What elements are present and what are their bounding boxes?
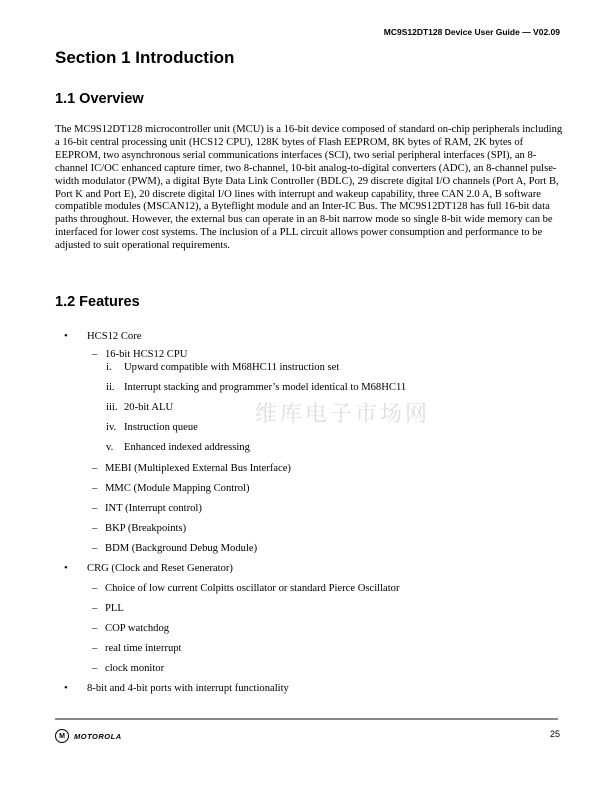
list-marker: iv. xyxy=(106,422,117,433)
overview-heading: 1.1 Overview xyxy=(55,91,144,107)
list-marker: – xyxy=(92,463,98,474)
list-item: PLL xyxy=(105,603,124,614)
list-item: BKP (Breakpoints) xyxy=(105,523,187,534)
list-item: INT (Interrupt control) xyxy=(105,503,202,514)
list-item: clock monitor xyxy=(105,663,165,674)
features-heading: 1.2 Features xyxy=(55,294,140,310)
list-item: COP watchdog xyxy=(105,623,170,634)
list-item: 16-bit HCS12 CPU xyxy=(105,349,188,360)
list-item: real time interrupt xyxy=(105,643,182,654)
list-marker: – xyxy=(92,543,98,554)
logo-text: MOTOROLA xyxy=(74,731,122,741)
list-marker: • xyxy=(64,683,68,694)
watermark: 维库电子市场网 xyxy=(255,402,431,427)
list-item: BDM (Background Debug Module) xyxy=(105,543,258,554)
page-number: 25 xyxy=(549,729,560,739)
list-item: CRG (Clock and Reset Generator) xyxy=(87,563,233,574)
list-item: Upward compatible with M68HC11 instruction set xyxy=(124,362,340,373)
list-marker: – xyxy=(92,483,98,494)
list-item: Choice of low current Colpitts oscillator or standard Pierce Oscillator xyxy=(105,583,400,594)
list-marker: – xyxy=(92,523,98,534)
list-item: MEBI (Multiplexed External Bus Interface) xyxy=(105,463,291,474)
list-marker: – xyxy=(92,583,98,594)
list-item: MMC (Module Mapping Control) xyxy=(105,483,250,494)
running-header: MC9S12DT128 Device User Guide — V02.09 xyxy=(383,27,560,37)
list-marker: • xyxy=(64,331,68,342)
list-marker: ii. xyxy=(106,382,115,393)
list-marker: – xyxy=(92,349,98,360)
list-marker: iii. xyxy=(106,402,118,413)
overview-paragraph: The MC9S12DT128 microcontroller unit (MCU) is a 16-bit device composed of standard on-chip peripherals including a 16-bit central processing unit (HCS12 CPU), 128K bytes of Flash EEPROM, 8K bytes of RAM, 2K bytes of EEPROM, two asynchronous serial communications interfaces (SCI), two serial peripheral interfaces (SPI), an 8-channel IC/OC enhanced capture timer, two 8-channel, 10-bit analog-to-digital converters (ADC), an 8-channel pulse-width modulator (PWM), a digital Byte Data Link Controller (BDLC), 29 discrete digital I/O channels (Port A, Port B, Port K and Port E), 20 discrete digital I/O lines with interrupt and wakeup capability, three CAN 2.0 A, B software compatible modules (MSCAN12), a Byteflight module and an Inter-IC Bus. The MC9S12DT128 has full 16-bit data paths throughout. However, the external bus can operate in an 8-bit narrow mode so single 8-bit wide memory can be interfaced for lower cost systems. The inclusion of a PLL circuit allows power consumption and performance to be adjusted to suit operational requirements. xyxy=(55,124,563,252)
list-marker: – xyxy=(92,503,98,514)
list-item: 8-bit and 4-bit ports with interrupt functionality xyxy=(87,683,289,694)
list-item: Interrupt stacking and programmer’s model identical to M68HC11 xyxy=(124,382,407,393)
footer-rule xyxy=(55,718,558,720)
list-marker: i. xyxy=(106,362,112,373)
list-marker: – xyxy=(92,643,98,654)
list-item: 20-bit ALU xyxy=(124,402,174,413)
section-title: Section 1 Introduction xyxy=(55,48,235,67)
motorola-batwing-icon: M xyxy=(55,729,69,743)
motorola-logo xyxy=(55,729,122,743)
list-item: HCS12 Core xyxy=(87,331,142,342)
list-marker: – xyxy=(92,663,98,674)
list-item: Enhanced indexed addressing xyxy=(124,442,250,453)
list-marker: • xyxy=(64,563,68,574)
list-marker: v. xyxy=(106,442,114,453)
list-marker: – xyxy=(92,623,98,634)
list-item: Instruction queue xyxy=(124,422,198,433)
list-marker: – xyxy=(92,603,98,614)
